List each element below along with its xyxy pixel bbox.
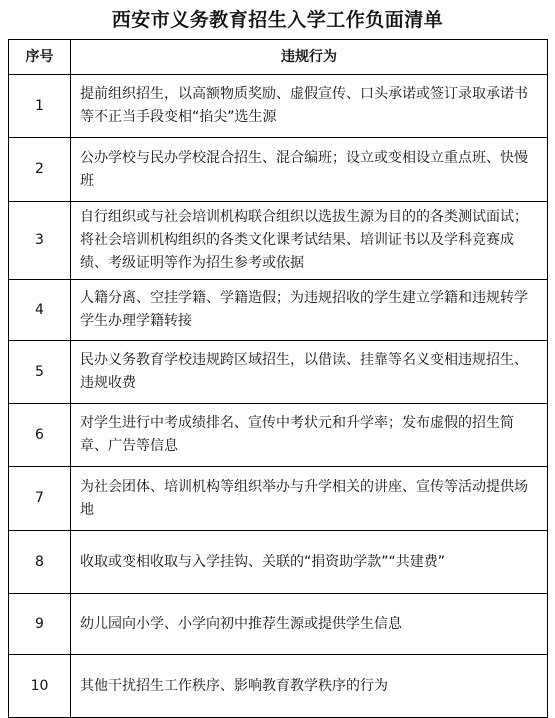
row-violation-text: 幼儿园向小学、小学向初中推荐生源或提供学生信息 bbox=[71, 594, 548, 655]
row-violation-text: 人籍分离、空挂学籍、学籍造假；为违规招收的学生建立学籍和违规转学学生办理学籍转接 bbox=[71, 280, 548, 341]
row-violation-text: 公办学校与民办学校混合招生、混合编班；设立或变相设立重点班、快慢班 bbox=[71, 138, 548, 202]
row-number: 1 bbox=[9, 75, 71, 138]
row-violation-text: 提前组织招生，以高额物质奖励、虚假宣传、口头承诺或签订录取承诺书等不正当手段变相“掐尖”选生源 bbox=[71, 75, 548, 138]
row-number: 7 bbox=[9, 467, 71, 531]
row-violation-text: 其他干扰招生工作秩序、影响教育教学秩序的行为 bbox=[71, 655, 548, 718]
row-number: 2 bbox=[9, 138, 71, 202]
row-number: 8 bbox=[9, 531, 71, 594]
table-row bbox=[9, 594, 548, 655]
column-header-violation: 违规行为 bbox=[71, 40, 548, 75]
table-row bbox=[9, 531, 548, 594]
row-number: 4 bbox=[9, 280, 71, 341]
table-header-row bbox=[9, 40, 548, 75]
row-number: 9 bbox=[9, 594, 71, 655]
row-number: 10 bbox=[9, 655, 71, 718]
document-title: 西安市义务教育招生入学工作负面清单 bbox=[111, 9, 444, 31]
table-row bbox=[9, 138, 548, 202]
negative-list-table bbox=[8, 39, 548, 718]
row-violation-text: 为社会团体、培训机构等组织举办与升学相关的讲座、宣传等活动提供场地 bbox=[71, 467, 548, 531]
table-row bbox=[9, 655, 548, 718]
table-row bbox=[9, 75, 548, 138]
row-number: 5 bbox=[9, 341, 71, 404]
row-violation-text: 自行组织或与社会培训机构联合组织以选拔生源为目的的各类测试面试；将社会培训机构组织的各类文化课考试结果、培训证书以及学科竞赛成绩、考级证明等作为招生参考或依据 bbox=[71, 202, 548, 280]
table-row bbox=[9, 467, 548, 531]
column-header-number: 序号 bbox=[9, 40, 71, 75]
table-row bbox=[9, 341, 548, 404]
table-row bbox=[9, 280, 548, 341]
row-violation-text: 民办义务教育学校违规跨区域招生，以借读、挂靠等名义变相违规招生、违规收费 bbox=[71, 341, 548, 404]
table-row bbox=[9, 404, 548, 467]
row-number: 6 bbox=[9, 404, 71, 467]
row-number: 3 bbox=[9, 202, 71, 280]
row-violation-text: 对学生进行中考成绩排名、宣传中考状元和升学率；发布虚假的招生简章、广告等信息 bbox=[71, 404, 548, 467]
row-violation-text: 收取或变相收取与入学挂钩、关联的“捐资助学款”“共建费” bbox=[71, 531, 548, 594]
table-row bbox=[9, 202, 548, 280]
